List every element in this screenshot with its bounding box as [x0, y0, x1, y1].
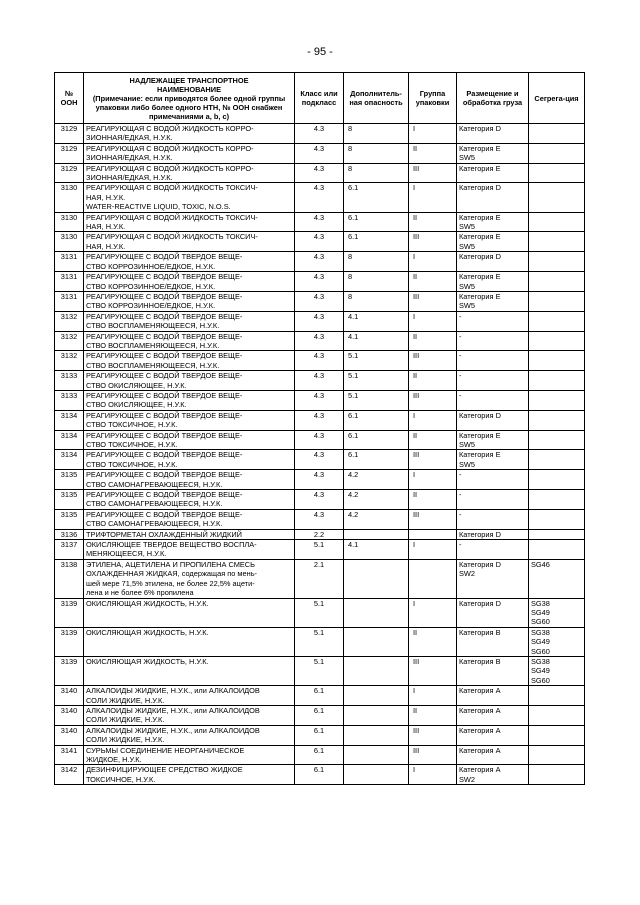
un-number-cell: 3130 — [55, 232, 84, 252]
segregation-cell: SG38 SG49 SG60 — [529, 598, 585, 627]
segregation-cell — [529, 430, 585, 450]
shipping-name-cell: РЕАГИРУЮЩЕЕ С ВОДОЙ ТВЕРДОЕ ВЕЩЕ- СТВО КОРРОЗИННОЕ/ЕДКОЕ, Н.У.К. — [84, 252, 295, 272]
header-segregation: Сегрега-ция — [529, 73, 585, 124]
shipping-name-cell: АЛКАЛОИДЫ ЖИДКИЕ, Н.У.К., или АЛКАЛОИДОВ СОЛИ ЖИДКИЕ, Н.У.К. — [84, 705, 295, 725]
packing-group-cell — [409, 559, 457, 598]
header-stowage: Размещение и обработка груза — [457, 73, 529, 124]
segregation-cell — [529, 725, 585, 745]
subsidiary-risk-cell — [344, 725, 409, 745]
un-number-cell: 3130 — [55, 212, 84, 232]
subsidiary-risk-cell — [344, 656, 409, 685]
un-number-cell: 3140 — [55, 686, 84, 706]
header-shipping-name: НАДЛЕЖАЩЕЕ ТРАНСПОРТНОЕ НАИМЕНОВАНИЕ (Примечание: если приводятся более одной группы упаковки либо более одного НТН, № ООН снабжен примечаниями a, b, c) — [84, 73, 295, 124]
table-row — [55, 686, 585, 706]
class-cell: 6.1 — [295, 725, 344, 745]
segregation-cell — [529, 351, 585, 371]
packing-group-cell: II — [409, 143, 457, 163]
packing-group-cell: II — [409, 627, 457, 656]
segregation-cell — [529, 745, 585, 765]
stowage-cell: Категория E SW5 — [457, 291, 529, 311]
un-number-cell: 3135 — [55, 470, 84, 490]
un-number-cell: 3130 — [55, 183, 84, 212]
segregation-cell — [529, 183, 585, 212]
class-cell: 2.1 — [295, 559, 344, 598]
table-row — [55, 311, 585, 331]
table-row — [55, 627, 585, 656]
table-row — [55, 509, 585, 529]
class-cell: 5.1 — [295, 627, 344, 656]
packing-group-cell: I — [409, 470, 457, 490]
un-number-cell: 3139 — [55, 598, 84, 627]
packing-group-cell: I — [409, 311, 457, 331]
stowage-cell: Категория A — [457, 686, 529, 706]
packing-group-cell: II — [409, 430, 457, 450]
segregation-cell — [529, 212, 585, 232]
table-row — [55, 272, 585, 292]
class-cell: 4.3 — [295, 143, 344, 163]
packing-group-cell: II — [409, 212, 457, 232]
table-row — [55, 351, 585, 371]
shipping-name-cell: РЕАГИРУЮЩАЯ С ВОДОЙ ЖИДКОСТЬ КОРРО- ЗИОННАЯ/ЕДКАЯ, Н.У.К. — [84, 163, 295, 183]
page-number: - 95 - — [307, 46, 333, 58]
class-cell: 4.3 — [295, 331, 344, 351]
shipping-name-cell: РЕАГИРУЮЩЕЕ С ВОДОЙ ТВЕРДОЕ ВЕЩЕ- СТВО ВОСПЛАМЕНЯЮЩЕЕСЯ, Н.У.К. — [84, 311, 295, 331]
packing-group-cell — [409, 529, 457, 539]
stowage-cell: - — [457, 351, 529, 371]
shipping-name-cell: РЕАГИРУЮЩЕЕ С ВОДОЙ ТВЕРДОЕ ВЕЩЕ- СТВО ТОКСИЧНОЕ, Н.У.К. — [84, 430, 295, 450]
table-row — [55, 212, 585, 232]
dangerous-goods-table — [54, 72, 585, 785]
class-cell: 4.3 — [295, 272, 344, 292]
stowage-cell: - — [457, 331, 529, 351]
un-number-cell: 3132 — [55, 351, 84, 371]
shipping-name-cell: РЕАГИРУЮЩЕЕ С ВОДОЙ ТВЕРДОЕ ВЕЩЕ- СТВО САМОНАГРЕВАЮЩЕЕСЯ, Н.У.К. — [84, 509, 295, 529]
subsidiary-risk-cell: 4.2 — [344, 470, 409, 490]
table-row — [55, 183, 585, 212]
class-cell: 4.3 — [295, 124, 344, 144]
stowage-cell: Категория A SW2 — [457, 765, 529, 785]
class-cell: 4.3 — [295, 450, 344, 470]
segregation-cell — [529, 470, 585, 490]
class-cell: 4.3 — [295, 390, 344, 410]
class-cell: 4.3 — [295, 291, 344, 311]
table-row — [55, 450, 585, 470]
stowage-cell: Категория D — [457, 124, 529, 144]
class-cell: 4.3 — [295, 410, 344, 430]
packing-group-cell: III — [409, 351, 457, 371]
segregation-cell — [529, 390, 585, 410]
subsidiary-risk-cell: 8 — [344, 163, 409, 183]
segregation-cell — [529, 252, 585, 272]
un-number-cell: 3139 — [55, 656, 84, 685]
stowage-cell: Категория A — [457, 745, 529, 765]
class-cell: 5.1 — [295, 598, 344, 627]
subsidiary-risk-cell — [344, 705, 409, 725]
packing-group-cell: I — [409, 252, 457, 272]
segregation-cell — [529, 410, 585, 430]
packing-group-cell: III — [409, 232, 457, 252]
un-number-cell: 3142 — [55, 765, 84, 785]
un-number-cell: 3129 — [55, 124, 84, 144]
subsidiary-risk-cell: 5.1 — [344, 351, 409, 371]
class-cell: 4.3 — [295, 311, 344, 331]
segregation-cell — [529, 331, 585, 351]
un-number-cell: 3138 — [55, 559, 84, 598]
stowage-cell: Категория E SW5 — [457, 232, 529, 252]
subsidiary-risk-cell: 5.1 — [344, 390, 409, 410]
class-cell: 4.3 — [295, 163, 344, 183]
un-number-cell: 3135 — [55, 490, 84, 510]
class-cell: 4.3 — [295, 232, 344, 252]
stowage-cell: - — [457, 509, 529, 529]
subsidiary-risk-cell: 6.1 — [344, 232, 409, 252]
class-cell: 4.3 — [295, 252, 344, 272]
stowage-cell: Категория E — [457, 163, 529, 183]
stowage-cell: Категория D — [457, 529, 529, 539]
un-number-cell: 3131 — [55, 252, 84, 272]
stowage-cell: Категория A — [457, 725, 529, 745]
subsidiary-risk-cell: 4.1 — [344, 331, 409, 351]
class-cell: 4.3 — [295, 430, 344, 450]
table-row — [55, 163, 585, 183]
shipping-name-cell: СУРЬМЫ СОЕДИНЕНИЕ НЕОРГАНИЧЕСКОЕ ЖИДКОЕ, Н.У.К. — [84, 745, 295, 765]
segregation-cell — [529, 311, 585, 331]
stowage-cell: Категория B — [457, 656, 529, 685]
un-number-cell: 3133 — [55, 390, 84, 410]
packing-group-cell: III — [409, 291, 457, 311]
stowage-cell: Категория D — [457, 598, 529, 627]
stowage-cell: Категория A — [457, 705, 529, 725]
subsidiary-risk-cell: 6.1 — [344, 430, 409, 450]
segregation-cell — [529, 450, 585, 470]
class-cell: 5.1 — [295, 656, 344, 685]
header-un-number: № ООН — [55, 73, 84, 124]
segregation-cell — [529, 291, 585, 311]
table-row — [55, 705, 585, 725]
table-row — [55, 725, 585, 745]
packing-group-cell: II — [409, 371, 457, 391]
segregation-cell — [529, 371, 585, 391]
table-row — [55, 540, 585, 560]
table-row — [55, 331, 585, 351]
segregation-cell: SG46 — [529, 559, 585, 598]
packing-group-cell: II — [409, 272, 457, 292]
packing-group-cell: III — [409, 509, 457, 529]
subsidiary-risk-cell — [344, 627, 409, 656]
table-row — [55, 470, 585, 490]
class-cell: 4.3 — [295, 470, 344, 490]
table-row — [55, 390, 585, 410]
table-row — [55, 529, 585, 539]
subsidiary-risk-cell: 8 — [344, 291, 409, 311]
stowage-cell: Категория E SW5 — [457, 430, 529, 450]
header-subsidiary-risk: Дополнитель-ная опасность — [344, 73, 409, 124]
stowage-cell: - — [457, 371, 529, 391]
stowage-cell: Категория E SW5 — [457, 272, 529, 292]
segregation-cell — [529, 163, 585, 183]
stowage-cell: Категория D — [457, 183, 529, 212]
table-row — [55, 490, 585, 510]
stowage-cell: - — [457, 390, 529, 410]
shipping-name-cell: РЕАГИРУЮЩАЯ С ВОДОЙ ЖИДКОСТЬ ТОКСИЧ- НАЯ, Н.У.К. WATER-REACTIVE LIQUID, TOXIC, N.O.S. — [84, 183, 295, 212]
segregation-cell — [529, 143, 585, 163]
segregation-cell — [529, 686, 585, 706]
shipping-name-cell: РЕАГИРУЮЩЕЕ С ВОДОЙ ТВЕРДОЕ ВЕЩЕ- СТВО ВОСПЛАМЕНЯЮЩЕЕСЯ, Н.У.К. — [84, 351, 295, 371]
class-cell: 2.2 — [295, 529, 344, 539]
stowage-cell: Категория D — [457, 252, 529, 272]
shipping-name-cell: РЕАГИРУЮЩАЯ С ВОДОЙ ЖИДКОСТЬ КОРРО- ЗИОННАЯ/ЕДКАЯ, Н.У.К. — [84, 143, 295, 163]
packing-group-cell: I — [409, 410, 457, 430]
table-row — [55, 656, 585, 685]
subsidiary-risk-cell: 5.1 — [344, 371, 409, 391]
un-number-cell: 3140 — [55, 725, 84, 745]
un-number-cell: 3133 — [55, 371, 84, 391]
shipping-name-cell: РЕАГИРУЮЩЕЕ С ВОДОЙ ТВЕРДОЕ ВЕЩЕ- СТВО ОКИСЛЯЮЩЕЕ, Н.У.К. — [84, 390, 295, 410]
shipping-name-cell: АЛКАЛОИДЫ ЖИДКИЕ, Н.У.К., или АЛКАЛОИДОВ СОЛИ ЖИДКИЕ, Н.У.К. — [84, 725, 295, 745]
un-number-cell: 3129 — [55, 143, 84, 163]
class-cell: 4.3 — [295, 351, 344, 371]
packing-group-cell: I — [409, 540, 457, 560]
subsidiary-risk-cell: 8 — [344, 272, 409, 292]
header-class: Класс или подкласс — [295, 73, 344, 124]
stowage-cell: Категория D SW2 — [457, 559, 529, 598]
subsidiary-risk-cell — [344, 598, 409, 627]
packing-group-cell: I — [409, 686, 457, 706]
packing-group-cell: III — [409, 390, 457, 410]
shipping-name-cell: ЭТИЛЕНА, АЦЕТИЛЕНА И ПРОПИЛЕНА СМЕСЬ ОХЛАЖДЕННАЯ ЖИДКАЯ, содержащая по мень- шей мере 71,5% этилена, не более 22,5% ацети- лена и не более 6% пропилена — [84, 559, 295, 598]
stowage-cell: - — [457, 311, 529, 331]
class-cell: 5.1 — [295, 540, 344, 560]
un-number-cell: 3129 — [55, 163, 84, 183]
class-cell: 4.3 — [295, 212, 344, 232]
subsidiary-risk-cell: 8 — [344, 252, 409, 272]
class-cell: 4.3 — [295, 509, 344, 529]
table-row — [55, 232, 585, 252]
shipping-name-cell: ОКИСЛЯЮЩАЯ ЖИДКОСТЬ, Н.У.К. — [84, 627, 295, 656]
shipping-name-cell: РЕАГИРУЮЩАЯ С ВОДОЙ ЖИДКОСТЬ ТОКСИЧ- НАЯ, Н.У.К. — [84, 232, 295, 252]
stowage-cell: - — [457, 490, 529, 510]
shipping-name-cell: РЕАГИРУЮЩЕЕ С ВОДОЙ ТВЕРДОЕ ВЕЩЕ- СТВО ОКИСЛЯЮЩЕЕ, Н.У.К. — [84, 371, 295, 391]
table-row — [55, 430, 585, 450]
class-cell: 4.3 — [295, 371, 344, 391]
packing-group-cell: III — [409, 745, 457, 765]
subsidiary-risk-cell: 6.1 — [344, 450, 409, 470]
table-row — [55, 252, 585, 272]
packing-group-cell: II — [409, 331, 457, 351]
packing-group-cell: II — [409, 705, 457, 725]
segregation-cell — [529, 124, 585, 144]
class-cell: 6.1 — [295, 745, 344, 765]
table-row — [55, 559, 585, 598]
packing-group-cell: III — [409, 656, 457, 685]
segregation-cell — [529, 232, 585, 252]
un-number-cell: 3132 — [55, 331, 84, 351]
subsidiary-risk-cell: 8 — [344, 143, 409, 163]
header-packing-group: Группа упаковки — [409, 73, 457, 124]
segregation-cell — [529, 529, 585, 539]
table-row — [55, 598, 585, 627]
segregation-cell — [529, 272, 585, 292]
class-cell: 4.3 — [295, 490, 344, 510]
shipping-name-cell: РЕАГИРУЮЩЕЕ С ВОДОЙ ТВЕРДОЕ ВЕЩЕ- СТВО САМОНАГРЕВАЮЩЕЕСЯ, Н.У.К. — [84, 490, 295, 510]
packing-group-cell: II — [409, 490, 457, 510]
shipping-name-cell: РЕАГИРУЮЩЕЕ С ВОДОЙ ТВЕРДОЕ ВЕЩЕ- СТВО САМОНАГРЕВАЮЩЕЕСЯ, Н.У.К. — [84, 470, 295, 490]
un-number-cell: 3131 — [55, 272, 84, 292]
class-cell: 6.1 — [295, 686, 344, 706]
shipping-name-cell: ДЕЗИНФИЦИРУЮЩЕЕ СРЕДСТВО ЖИДКОЕ ТОКСИЧНОЕ, Н.У.К. — [84, 765, 295, 785]
subsidiary-risk-cell — [344, 686, 409, 706]
subsidiary-risk-cell: 6.1 — [344, 410, 409, 430]
shipping-name-cell: ОКИСЛЯЮЩАЯ ЖИДКОСТЬ, Н.У.К. — [84, 656, 295, 685]
class-cell: 6.1 — [295, 765, 344, 785]
shipping-name-cell: АЛКАЛОИДЫ ЖИДКИЕ, Н.У.К., или АЛКАЛОИДОВ СОЛИ ЖИДКИЕ, Н.У.К. — [84, 686, 295, 706]
segregation-cell — [529, 509, 585, 529]
class-cell: 4.3 — [295, 183, 344, 212]
shipping-name-cell: ТРИФТОРМЕТАН ОХЛАЖДЕННЫЙ ЖИДКИЙ — [84, 529, 295, 539]
table-row — [55, 124, 585, 144]
subsidiary-risk-cell: 4.2 — [344, 490, 409, 510]
stowage-cell: Категория D — [457, 410, 529, 430]
shipping-name-cell: РЕАГИРУЮЩЕЕ С ВОДОЙ ТВЕРДОЕ ВЕЩЕ- СТВО ТОКСИЧНОЕ, Н.У.К. — [84, 410, 295, 430]
subsidiary-risk-cell — [344, 559, 409, 598]
un-number-cell: 3137 — [55, 540, 84, 560]
un-number-cell: 3134 — [55, 410, 84, 430]
stowage-cell: Категория E SW5 — [457, 143, 529, 163]
segregation-cell — [529, 705, 585, 725]
shipping-name-cell: РЕАГИРУЮЩЕЕ С ВОДОЙ ТВЕРДОЕ ВЕЩЕ- СТВО ВОСПЛАМЕНЯЮЩЕЕСЯ, Н.У.К. — [84, 331, 295, 351]
table-row — [55, 745, 585, 765]
un-number-cell: 3134 — [55, 450, 84, 470]
subsidiary-risk-cell: 6.1 — [344, 183, 409, 212]
un-number-cell: 3132 — [55, 311, 84, 331]
un-number-cell: 3140 — [55, 705, 84, 725]
segregation-cell — [529, 540, 585, 560]
subsidiary-risk-cell: 4.1 — [344, 540, 409, 560]
stowage-cell: - — [457, 540, 529, 560]
subsidiary-risk-cell: 6.1 — [344, 212, 409, 232]
un-number-cell: 3135 — [55, 509, 84, 529]
shipping-name-cell: РЕАГИРУЮЩАЯ С ВОДОЙ ЖИДКОСТЬ ТОКСИЧ- НАЯ, Н.У.К. — [84, 212, 295, 232]
class-cell: 6.1 — [295, 705, 344, 725]
table-row — [55, 410, 585, 430]
stowage-cell: Категория B — [457, 627, 529, 656]
stowage-cell: Категория E SW5 — [457, 450, 529, 470]
shipping-name-cell: РЕАГИРУЮЩЕЕ С ВОДОЙ ТВЕРДОЕ ВЕЩЕ- СТВО КОРРОЗИННОЕ/ЕДКОЕ, Н.У.К. — [84, 291, 295, 311]
shipping-name-cell: РЕАГИРУЮЩАЯ С ВОДОЙ ЖИДКОСТЬ КОРРО- ЗИОННАЯ/ЕДКАЯ, Н.У.К. — [84, 124, 295, 144]
segregation-cell: SG38 SG49 SG60 — [529, 656, 585, 685]
shipping-name-cell: ОКИСЛЯЮЩАЯ ЖИДКОСТЬ, Н.У.К. — [84, 598, 295, 627]
packing-group-cell: I — [409, 598, 457, 627]
table-row — [55, 765, 585, 785]
segregation-cell — [529, 490, 585, 510]
un-number-cell: 3136 — [55, 529, 84, 539]
segregation-cell — [529, 765, 585, 785]
packing-group-cell: I — [409, 183, 457, 212]
packing-group-cell: III — [409, 725, 457, 745]
subsidiary-risk-cell: 4.1 — [344, 311, 409, 331]
un-number-cell: 3141 — [55, 745, 84, 765]
shipping-name-cell: РЕАГИРУЮЩЕЕ С ВОДОЙ ТВЕРДОЕ ВЕЩЕ- СТВО КОРРОЗИННОЕ/ЕДКОЕ, Н.У.К. — [84, 272, 295, 292]
un-number-cell: 3134 — [55, 430, 84, 450]
shipping-name-cell: РЕАГИРУЮЩЕЕ С ВОДОЙ ТВЕРДОЕ ВЕЩЕ- СТВО ТОКСИЧНОЕ, Н.У.К. — [84, 450, 295, 470]
stowage-cell: Категория E SW5 — [457, 212, 529, 232]
subsidiary-risk-cell: 8 — [344, 124, 409, 144]
stowage-cell: - — [457, 470, 529, 490]
subsidiary-risk-cell — [344, 765, 409, 785]
un-number-cell: 3139 — [55, 627, 84, 656]
table-row — [55, 291, 585, 311]
packing-group-cell: I — [409, 124, 457, 144]
shipping-name-cell: ОКИСЛЯЮЩЕЕ ТВЕРДОЕ ВЕЩЕСТВО ВОСПЛА- МЕНЯЮЩЕЕСЯ, Н.У.К. — [84, 540, 295, 560]
un-number-cell: 3131 — [55, 291, 84, 311]
table-row — [55, 143, 585, 163]
packing-group-cell: III — [409, 163, 457, 183]
subsidiary-risk-cell: 4.2 — [344, 509, 409, 529]
table-row — [55, 371, 585, 391]
subsidiary-risk-cell — [344, 529, 409, 539]
segregation-cell: SG38 SG49 SG60 — [529, 627, 585, 656]
packing-group-cell: III — [409, 450, 457, 470]
packing-group-cell: I — [409, 765, 457, 785]
subsidiary-risk-cell — [344, 745, 409, 765]
table-header-row — [55, 73, 585, 124]
